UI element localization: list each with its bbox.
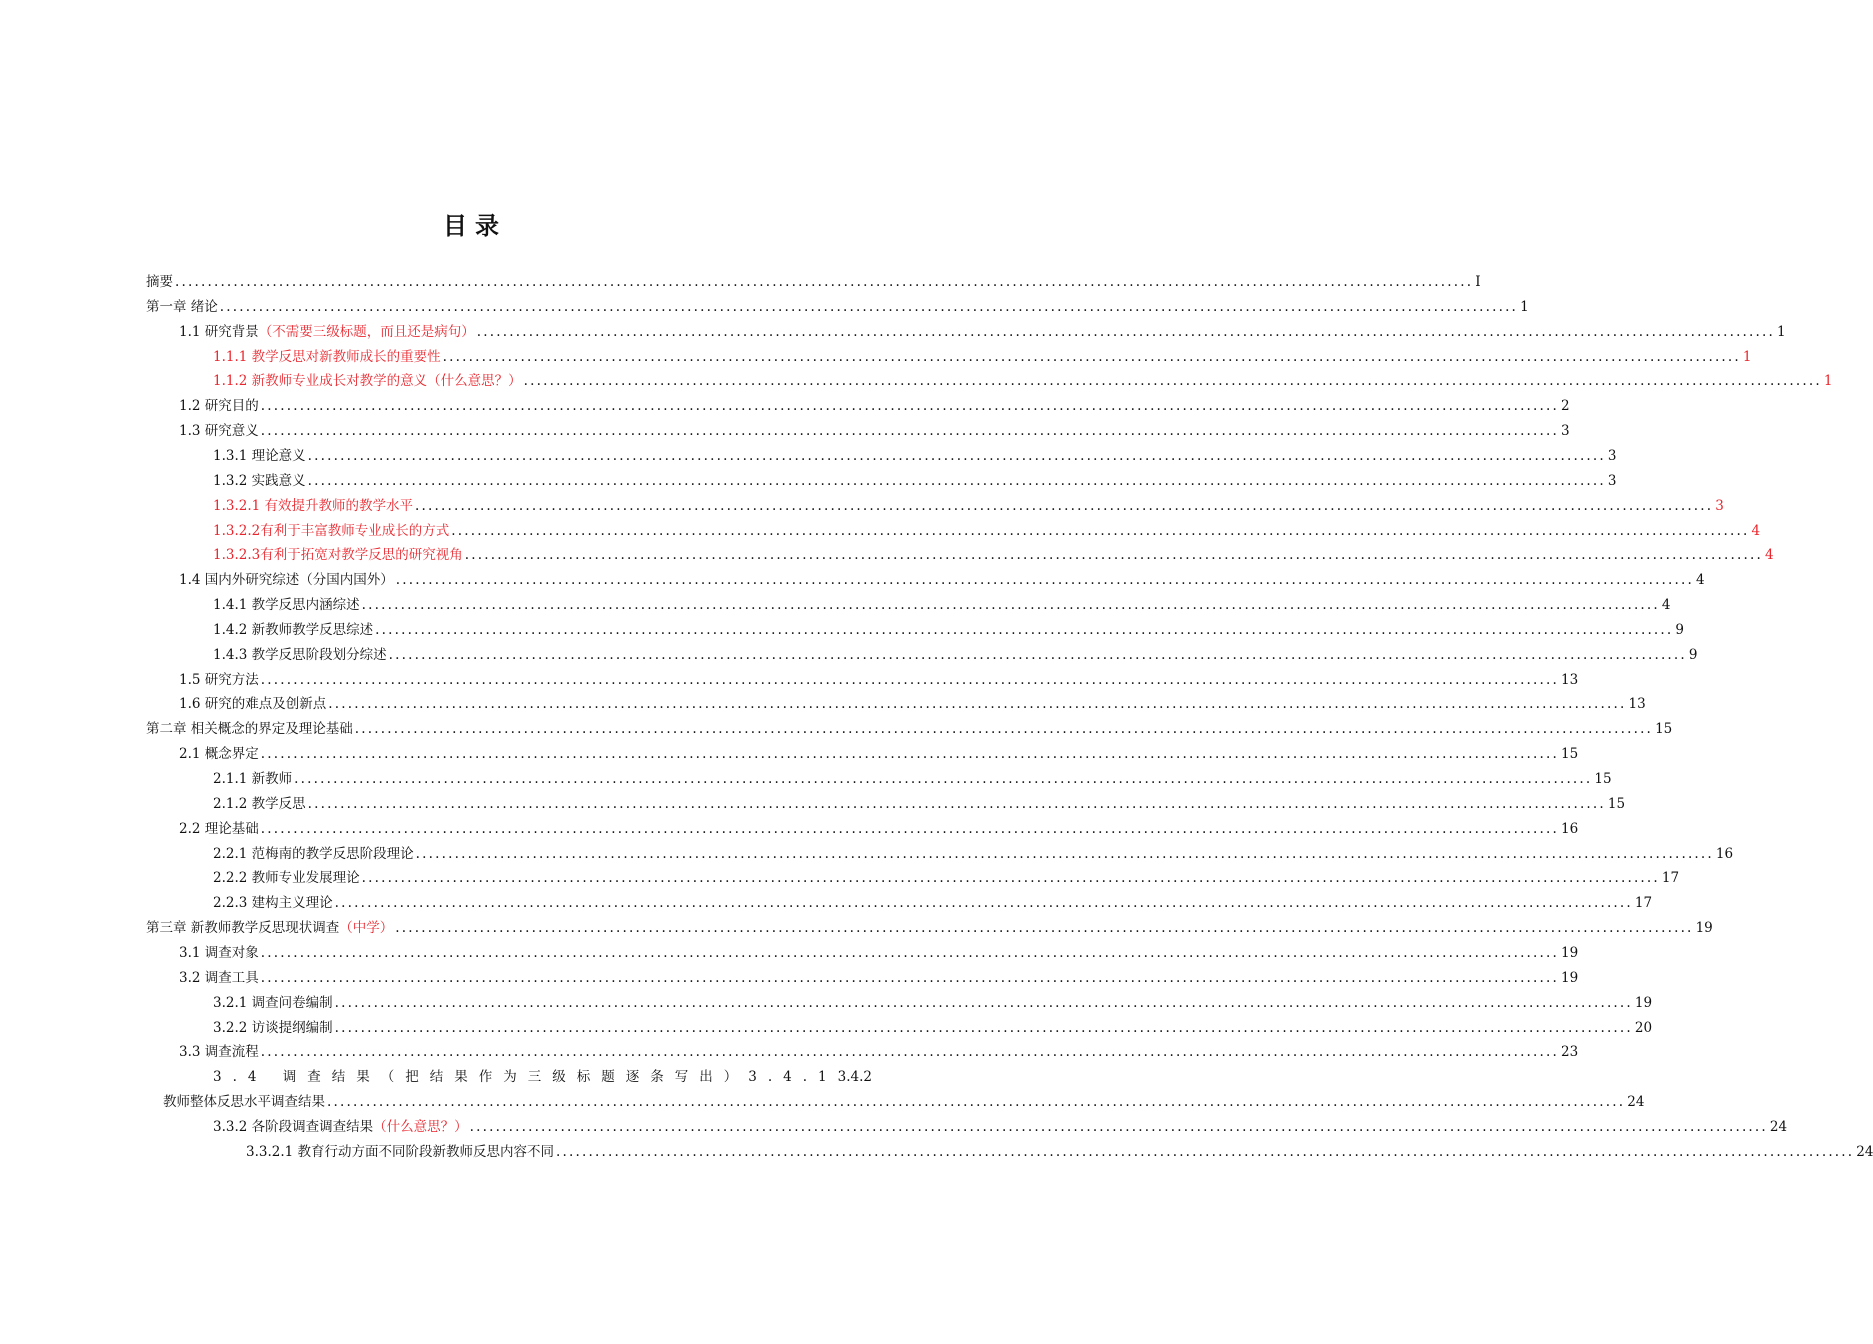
- toc-leader-dots: ........................................................................................................................................................................................................: [469, 1118, 1768, 1135]
- toc-entry[interactable]: [246, 1140, 1873, 1165]
- toc-page-number: 4: [1696, 572, 1705, 589]
- toc-leader-dots: ........................................................................................................................................................................................................: [260, 1044, 1560, 1061]
- toc-leader-dots: ........................................................................................................................................................................................................: [395, 572, 1695, 589]
- toc-entry[interactable]: [213, 469, 1617, 494]
- toc-page-number: 15: [1655, 721, 1673, 738]
- toc-entry-text: 1.4.2 新教师教学反思综述: [213, 621, 374, 638]
- toc-leader-dots: ........................................................................................................................................................................................................: [334, 895, 1633, 912]
- toc-entry-text: 2.1.1 新教师: [213, 771, 293, 787]
- toc-entry-text: 1.3.2.3有利于拓宽对教学反思的研究视角: [213, 547, 463, 564]
- toc-entry-text: 3.3.2 各阶段调查调查结果: [213, 1118, 374, 1135]
- toc-page-number: 3: [1607, 447, 1617, 464]
- toc-entry-text: 1.6 研究的难点及创新点: [179, 696, 327, 713]
- toc-entry-text: 1.3.2.2有利于丰富教师专业成长的方式: [213, 522, 450, 539]
- toc-leader-dots: ........................................................................................................................................................................................................: [260, 820, 1560, 837]
- toc-leader-dots: ........................................................................................................................................................................................................: [388, 646, 1687, 663]
- toc-page-number: 1: [1777, 323, 1786, 340]
- toc-leader-dots: ........................................................................................................................................................................................................: [451, 522, 1750, 539]
- toc-leader-dots: ........................................................................................................................................................................................................: [294, 771, 1593, 787]
- toc-leader-dots: ........................................................................................................................................................................................................: [307, 447, 1606, 464]
- toc-entry[interactable]: [213, 593, 1671, 618]
- toc-entry-label: [213, 842, 414, 867]
- toc-page-number: 16: [1561, 820, 1579, 837]
- toc-entry-text: 1.4.1 教学反思内涵综述: [213, 597, 360, 614]
- toc-page-number: 9: [1688, 646, 1698, 663]
- toc-entry[interactable]: [179, 692, 1646, 717]
- toc-page-number: 24: [1856, 1143, 1873, 1160]
- toc-entry-text: 3.4 调查结果（把结果作为三级标题逐条写出）3.4.1: [213, 1069, 838, 1086]
- toc-entry[interactable]: [213, 1115, 1788, 1140]
- toc-page-number: 19: [1634, 994, 1653, 1011]
- toc-page-number: 19: [1561, 944, 1579, 961]
- toc-page-number: 2: [1561, 398, 1570, 415]
- toc-entry[interactable]: [213, 618, 1685, 643]
- toc-entry-text: 1.4.3 教学反思阶段划分综述: [213, 646, 387, 663]
- toc-entry[interactable]: [213, 643, 1698, 668]
- toc-entry-label: [213, 369, 522, 394]
- toc-entry-text: 2.2 理论基础: [179, 820, 259, 837]
- toc-leader-dots: ........................................................................................................................................................................................................: [556, 1143, 1855, 1160]
- toc-entry-label: [213, 991, 333, 1016]
- toc-page-number: 4: [1751, 522, 1761, 539]
- toc-page-number: 4: [1661, 597, 1671, 614]
- toc-leader-dots: ........................................................................................................................................................................................................: [415, 845, 1714, 862]
- toc-entry[interactable]: [179, 320, 1786, 345]
- toc-entry[interactable]: [146, 717, 1673, 742]
- toc-entry-text: （中学）: [339, 920, 394, 937]
- toc-entry-text: 1.1.1 教学反思对新教师成长的重要性: [213, 348, 441, 365]
- toc-entry-label: [179, 394, 259, 419]
- toc-leader-dots: ........................................................................................................................................................................................................: [442, 348, 1741, 365]
- toc-leader-dots: ........................................................................................................................................................................................................: [354, 721, 1654, 738]
- toc-leader-dots: ........................................................................................................................................................................................................: [395, 920, 1694, 937]
- toc-page-number: 19: [1561, 969, 1579, 986]
- toc-entry-label: [213, 1115, 468, 1140]
- toc-page-number: 3: [1561, 423, 1570, 440]
- toc-entry-text: 2.1 概念界定: [179, 746, 259, 763]
- toc-entry-label: [213, 618, 373, 643]
- toc-page-number: 1: [1742, 348, 1752, 365]
- toc-entry-wrapped-line2[interactable]: [163, 1090, 1645, 1115]
- toc-leader-dots: ........................................................................................................................................................................................................: [361, 870, 1660, 887]
- toc-page-number: 3: [1607, 472, 1617, 489]
- toc-entry[interactable]: [179, 419, 1570, 444]
- toc-entry-text: 1.3.2 实践意义: [213, 472, 306, 489]
- toc-entry-label: [213, 494, 413, 519]
- toc-leader-dots: ........................................................................................................................................................................................................: [175, 274, 1474, 290]
- toc-entry-text: 摘要: [146, 274, 173, 290]
- toc-page-number: 1: [1823, 373, 1833, 390]
- toc-page-number: 13: [1628, 696, 1646, 713]
- toc-page-number: 3: [1715, 497, 1724, 514]
- toc-entry[interactable]: [213, 767, 1612, 792]
- toc-entry[interactable]: [213, 345, 1752, 370]
- toc-entry-text: 1.1.2 新教师专业成长对教学的意义（什么意思？）: [213, 373, 522, 390]
- toc-leader-dots: ........................................................................................................................................................................................................: [523, 373, 1822, 390]
- toc-leader-dots: ........................................................................................................................................................................................................: [334, 1019, 1633, 1036]
- toc-leader-dots: ........................................................................................................................................................................................................: [260, 969, 1560, 986]
- toc-entry[interactable]: [146, 916, 1713, 941]
- toc-entry-text: 第二章 相关概念的界定及理论基础: [146, 721, 353, 738]
- toc-entry-text: （不需要三级标题，而且还是病句）: [258, 323, 475, 340]
- toc-leader-dots: ........................................................................................................................................................................................................: [260, 944, 1560, 961]
- page-title: 目录: [443, 212, 507, 240]
- toc-leader-dots: ........................................................................................................................................................................................................: [260, 398, 1560, 415]
- toc-entry-label: [179, 966, 259, 991]
- toc-page-number: I: [1475, 274, 1481, 290]
- toc-page-number: 15: [1561, 746, 1579, 763]
- toc-entry[interactable]: [179, 394, 1570, 419]
- toc-entry-label: [179, 817, 259, 842]
- toc-entry-label: [179, 941, 259, 966]
- toc-entry[interactable]: [179, 941, 1579, 966]
- toc-entry-text: 1.5 研究方法: [179, 671, 259, 688]
- toc-page-number: 17: [1634, 895, 1653, 912]
- toc-entry-text: 1.2 研究目的: [179, 398, 259, 415]
- toc-entry[interactable]: [213, 543, 1774, 568]
- toc-page-number: 16: [1715, 845, 1734, 862]
- toc-leader-dots: ........................................................................................................................................................................................................: [375, 621, 1674, 638]
- toc-page-number: 23: [1561, 1044, 1579, 1061]
- toc-entry[interactable]: [213, 891, 1653, 916]
- toc-entry-text: 3.2 调查工具: [179, 969, 259, 986]
- toc-leader-dots: ........................................................................................................................................................................................................: [260, 671, 1560, 688]
- toc-entry-label: [179, 568, 394, 593]
- toc-entry-text: 3.1 调查对象: [179, 944, 259, 961]
- toc-leader-dots: ........................................................................................................................................................................................................: [328, 696, 1627, 713]
- toc-entry-label: [213, 891, 333, 916]
- toc-leader-dots: ........................................................................................................................................................................................................: [260, 746, 1560, 763]
- toc-entry-label: [179, 419, 259, 444]
- toc-entry-text: 3.4.2: [837, 1069, 872, 1086]
- toc-leader-dots: ........................................................................................................................................................................................................: [415, 497, 1714, 514]
- toc-leader-dots: ........................................................................................................................................................................................................: [307, 472, 1606, 489]
- toc-page-number: 24: [1769, 1118, 1788, 1135]
- toc-entry[interactable]: [179, 817, 1579, 842]
- toc-entry-label: [213, 593, 360, 618]
- toc-entry-wrapped-line1[interactable]: [213, 1065, 872, 1090]
- toc-entry-label: [246, 1140, 554, 1165]
- toc-entry-text: 2.1.2 教学反思: [213, 795, 306, 812]
- toc-leader-dots: ........................................................................................................................................................................................................: [334, 994, 1633, 1011]
- toc-leader-dots: ........................................................................................................................................................................................................: [219, 298, 1519, 315]
- toc-page-number: 20: [1634, 1019, 1653, 1036]
- toc-entry-text: 1.4 国内外研究综述（分国内国外）: [179, 572, 394, 589]
- toc-entry[interactable]: [146, 295, 1529, 320]
- toc-entry-text: 1.3.1 理论意义: [213, 447, 306, 464]
- toc-entry[interactable]: [213, 1016, 1653, 1041]
- toc-leader-dots: ........................................................................................................................................................................................................: [327, 1094, 1626, 1111]
- toc-entry-label: [179, 692, 326, 717]
- toc-entry[interactable]: [146, 270, 1481, 295]
- toc-entry-label: [213, 543, 463, 568]
- toc-entry-label: [213, 643, 387, 668]
- toc-entry-text: 3.2.2 访谈提纲编制: [213, 1019, 333, 1036]
- toc-entry-label: [146, 916, 393, 941]
- toc-entry-label: [213, 1016, 333, 1041]
- toc-entry-text: 1.3.2.1 有效提升教师的教学水平: [213, 497, 414, 514]
- toc-entry-text: 3.3.2.1 教育行动方面不同阶段新教师反思内容不同: [246, 1143, 555, 1160]
- toc-page-number: 15: [1607, 795, 1626, 812]
- toc-entry[interactable]: [213, 991, 1653, 1016]
- toc-entry-text: 第三章 新教师教学反思现状调查: [146, 920, 340, 937]
- toc-page-number: 15: [1594, 771, 1612, 787]
- toc-entry-text: 第一章 绪论: [146, 298, 218, 315]
- toc-entry-label: [146, 270, 173, 295]
- toc-leader-dots: ........................................................................................................................................................................................................: [361, 597, 1660, 614]
- toc-entry-label: [213, 444, 306, 469]
- toc-entry[interactable]: [179, 668, 1579, 693]
- toc-entry-text: 3.2.1 调查问卷编制: [213, 994, 333, 1011]
- toc-leader-dots: ........................................................................................................................................................................................................: [476, 323, 1776, 340]
- toc-entry-label: [213, 519, 449, 544]
- toc-page-number: 17: [1661, 870, 1680, 887]
- toc-entry-label: [213, 345, 441, 370]
- toc-entry-text: 1.1 研究背景: [179, 323, 259, 340]
- toc-entry[interactable]: [213, 792, 1626, 817]
- toc-entry[interactable]: [213, 369, 1833, 394]
- toc-entry[interactable]: [213, 444, 1617, 469]
- toc-entry-text: 教师整体反思水平调查结果: [163, 1094, 325, 1111]
- toc-page-number: 4: [1765, 547, 1774, 564]
- toc-entry[interactable]: [213, 866, 1680, 891]
- toc-entry[interactable]: [179, 568, 1705, 593]
- toc-entry-text: 2.2.2 教师专业发展理论: [213, 870, 360, 887]
- toc-entry-label: [179, 668, 259, 693]
- toc-entry-label: [146, 295, 218, 320]
- toc-entry[interactable]: [179, 742, 1579, 767]
- toc-page-number: 13: [1561, 671, 1579, 688]
- toc-entry-text: （什么意思？）: [373, 1118, 468, 1135]
- toc-entry-label: [179, 1040, 259, 1065]
- toc-entry-label: [213, 792, 306, 817]
- toc-entry[interactable]: [213, 842, 1734, 867]
- toc-entry[interactable]: [179, 1040, 1579, 1065]
- toc-page-number: 1: [1520, 298, 1529, 315]
- toc-entry-text: 2.2.1 范梅南的教学反思阶段理论: [213, 845, 414, 862]
- toc-page-number: 24: [1627, 1094, 1645, 1111]
- toc-entry-label: [146, 717, 353, 742]
- toc-entry-text: 1.3 研究意义: [179, 423, 259, 440]
- toc-entry[interactable]: [213, 494, 1724, 519]
- toc-entry-label: [179, 742, 259, 767]
- toc-page-number: 9: [1675, 621, 1685, 638]
- toc-page-number: 19: [1695, 920, 1713, 937]
- toc-entry-label: [213, 469, 306, 494]
- toc-entry-text: 2.2.3 建构主义理论: [213, 895, 333, 912]
- toc-leader-dots: ........................................................................................................................................................................................................: [464, 547, 1763, 564]
- toc-entry-label: [213, 767, 292, 792]
- toc-entry[interactable]: [213, 519, 1761, 544]
- toc-entry-label: [179, 320, 475, 345]
- toc-entry-label: [213, 866, 360, 891]
- toc-entry-text: 3.3 调查流程: [179, 1044, 259, 1061]
- toc-leader-dots: ........................................................................................................................................................................................................: [260, 423, 1560, 440]
- toc-entry[interactable]: [179, 966, 1579, 991]
- toc-leader-dots: ........................................................................................................................................................................................................: [307, 795, 1606, 812]
